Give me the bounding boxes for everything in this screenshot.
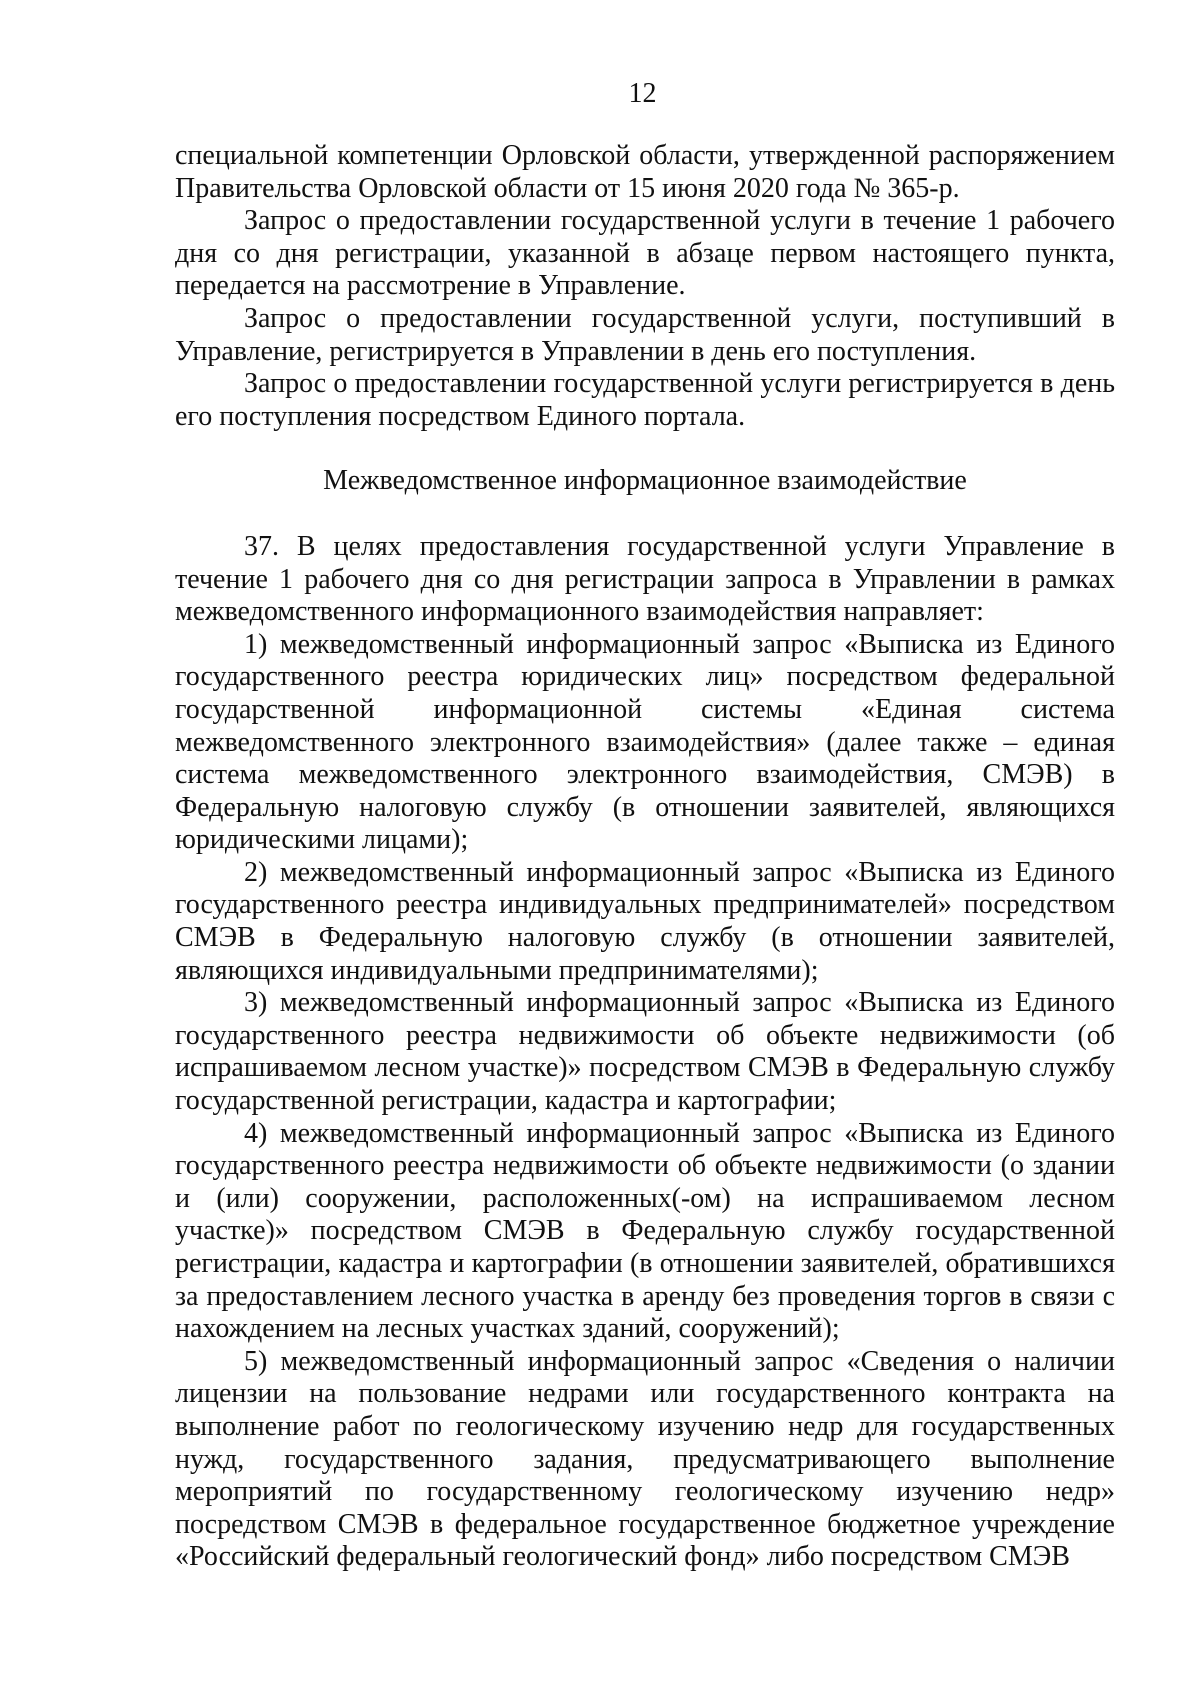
page-number: 12 (628, 78, 657, 109)
list-item: 4) межведомственный информационный запрос «Выписка из Единого государственного реестра недвижимости об объекте недвижимости (о здании и (или) сооружении, расположенных(-ом) на испрашиваемом лесном участке)» посредством СМЭВ в Федеральную службу государственной регистрации, кадастра и картографии (в отношении заявителей, обратившихся за предоставлением лесного участка в аренду без проведения торгов в связи с нахождением на лесных участках зданий, сооружений); (175, 1117, 1115, 1345)
list-item: 5) межведомственный информационный запрос «Сведения о наличии лицензии на пользование недрами или государственного контракта на выполнение работ по геологическому изучению недр для государственных нужд, государственного задания, предусматривающего выполнение мероприятий по государственному геологическому изучению недр» посредством СМЭВ в федеральное государственное бюджетное учреждение «Российский федеральный геологический фонд» либо посредством СМЭВ (175, 1345, 1115, 1573)
paragraph: Запрос о предоставлении государственной услуги в течение 1 рабочего дня со дня регистрации, указанной в абзаце первом настоящего пункта, передается на рассмотрение в Управление. (175, 205, 1115, 302)
list-item: 1) межведомственный информационный запрос «Выписка из Единого государственного реестра юридических лиц» посредством федеральной государственной информационной системы «Единая система межведомственного электронного взаимодействия» (далее также – единая система межведомственного электронного взаимодействия, СМЭВ) в Федеральную налоговую службу (в отношении заявителей, являющихся юридическими лицами); (175, 628, 1115, 856)
document-body (175, 140, 1115, 1574)
paragraph: 37. В целях предоставления государственной услуги Управление в течение 1 рабочего дня со дня регистрации запроса в Управлении в рамках межведомственного информационного взаимодействия направляет: (175, 530, 1115, 628)
list-item: 3) межведомственный информационный запрос «Выписка из Единого государственного реестра недвижимости об объекте недвижимости (об испрашиваемом лесном участке)» посредством СМЭВ в Федеральную службу государственной регистрации, кадастра и картографии; (175, 987, 1115, 1117)
paragraph: специальной компетенции Орловской области, утвержденной распоряжением Правительства Орловской области от 15 июня 2020 года № 365-р. (175, 140, 1115, 204)
list-item: 2) межведомственный информационный запрос «Выписка из Единого государственного реестра индивидуальных предпринимателей» посредством СМЭВ в Федеральную налоговую службу (в отношении заявителей, являющихся индивидуальными предпринимателями); (175, 856, 1115, 986)
paragraph: Запрос о предоставлении государственной услуги, поступивший в Управление, регистрируется в Управлении в день его поступления. (175, 302, 1115, 367)
section-heading: Межведомственное информационное взаимодействие (323, 465, 967, 497)
paragraph: Запрос о предоставлении государственной услуги регистрируется в день его поступления посредством Единого портала. (175, 368, 1115, 432)
